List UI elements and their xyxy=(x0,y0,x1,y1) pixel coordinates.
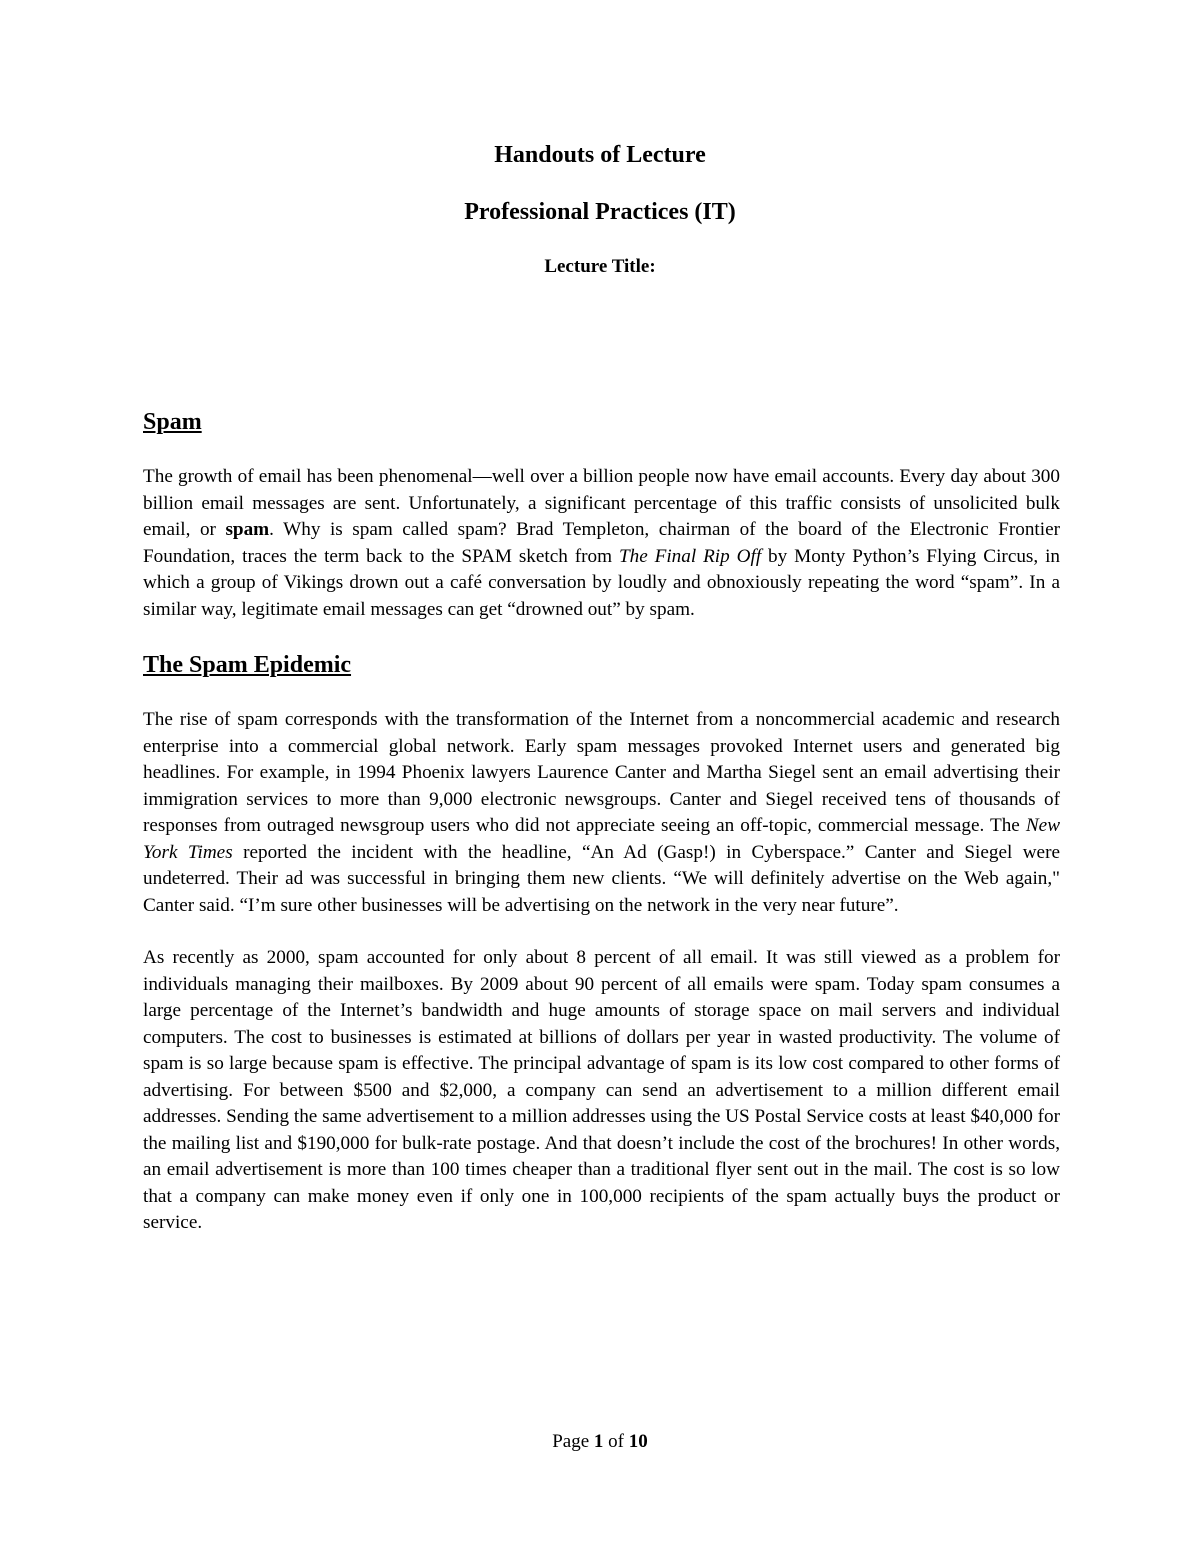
course-title: Professional Practices (IT) xyxy=(464,199,736,225)
text-run: . Why is spam called spam? Brad Templeton, chairman of the board of the Electronic Frontier Foundation, traces the term back to the SPAM sketch from xyxy=(143,519,1060,567)
paragraph-spam-statistics: As recently as 2000, spam accounted for only about 8 percent of all email. It was still viewed as a problem for individuals managing their mailboxes. By 2009 about 90 percent of all emails were spam. Today spam consumes a large percentage of the Internet’s bandwidth and huge amounts of storage space on mail servers and individual computers. The cost to businesses is estimated at billions of dollars per year in wasted productivity. The volume of spam is so large because spam is effective. The principal advantage of spam is its low cost compared to other forms of advertising. For between $500 and $2,000, a company can send an advertisement to a million different email addresses. Sending the same advertisement to a million addresses using the US Postal Service costs at least $40,000 for the mailing list and $190,000 for bulk-rate postage. And that doesn’t include the cost of the brochures! In other words, an email advertisement is more than 100 times cheaper than a traditional flyer sent out in the mail. The cost is so low that a company can make money even if only one in 100,000 recipients of the spam actually buys the product or service. xyxy=(143,947,1060,1233)
italic-title-nyt: New York Times xyxy=(143,815,1060,863)
page-current-number: 1 xyxy=(593,1431,604,1452)
of-word: of xyxy=(608,1431,624,1452)
lecture-title-label: Lecture Title: xyxy=(544,256,656,277)
page-word: Page xyxy=(552,1431,590,1452)
page-total-number: 10 xyxy=(628,1431,648,1452)
text-run: The growth of email has been phenomenal—well over a billion people now have email accounts. Every day about 300 billion email messages are sent. Unfortunately, a significant percentage of this traffic consists of unsolicited bulk email, or xyxy=(143,466,1060,540)
paragraph-spam-intro xyxy=(143,464,1060,623)
document-title: Handouts of Lecture xyxy=(494,142,706,168)
document-body xyxy=(143,406,1060,1237)
text-run: The rise of spam corresponds with the transformation of the Internet from a noncommercial academic and research enterprise into a commercial global network. Early spam messages provoked Internet users and generated big headlines. For example, in 1994 Phoenix lawyers Laurence Canter and Martha Siegel sent an email advertising their immigration services to more than 9,000 electronic newsgroups. Canter and Siegel received tens of thousands of responses from outraged newsgroup users who did not appreciate seeing an off-topic, commercial message. The xyxy=(143,709,1060,836)
text-run: reported the incident with the headline, “An Ad (Gasp!) in Cyberspace.” Canter and Siegel were undeterred. Their ad was successful in bringing them new clients. “We will definitely advertise on the Web again," Canter said. “I’m sure other businesses will be advertising on the network in the very near future”. xyxy=(143,841,1060,916)
text-run: by Monty Python’s Flying Circus, in which a group of Vikings drown out a café conversation by loudly and obnoxiously repeating the word “spam”. In a similar way, legitimate email messages can get “drowned out” by spam. xyxy=(143,545,1061,620)
italic-title-final-rip-off: The Final Rip Off xyxy=(618,545,762,567)
page-footer xyxy=(0,1431,1200,1453)
paragraph-rise-of-spam xyxy=(143,707,1060,919)
section-heading-spam-epidemic: The Spam Epidemic xyxy=(143,652,352,678)
section-heading-spam: Spam xyxy=(143,409,202,435)
bold-term-spam: spam xyxy=(225,519,270,540)
